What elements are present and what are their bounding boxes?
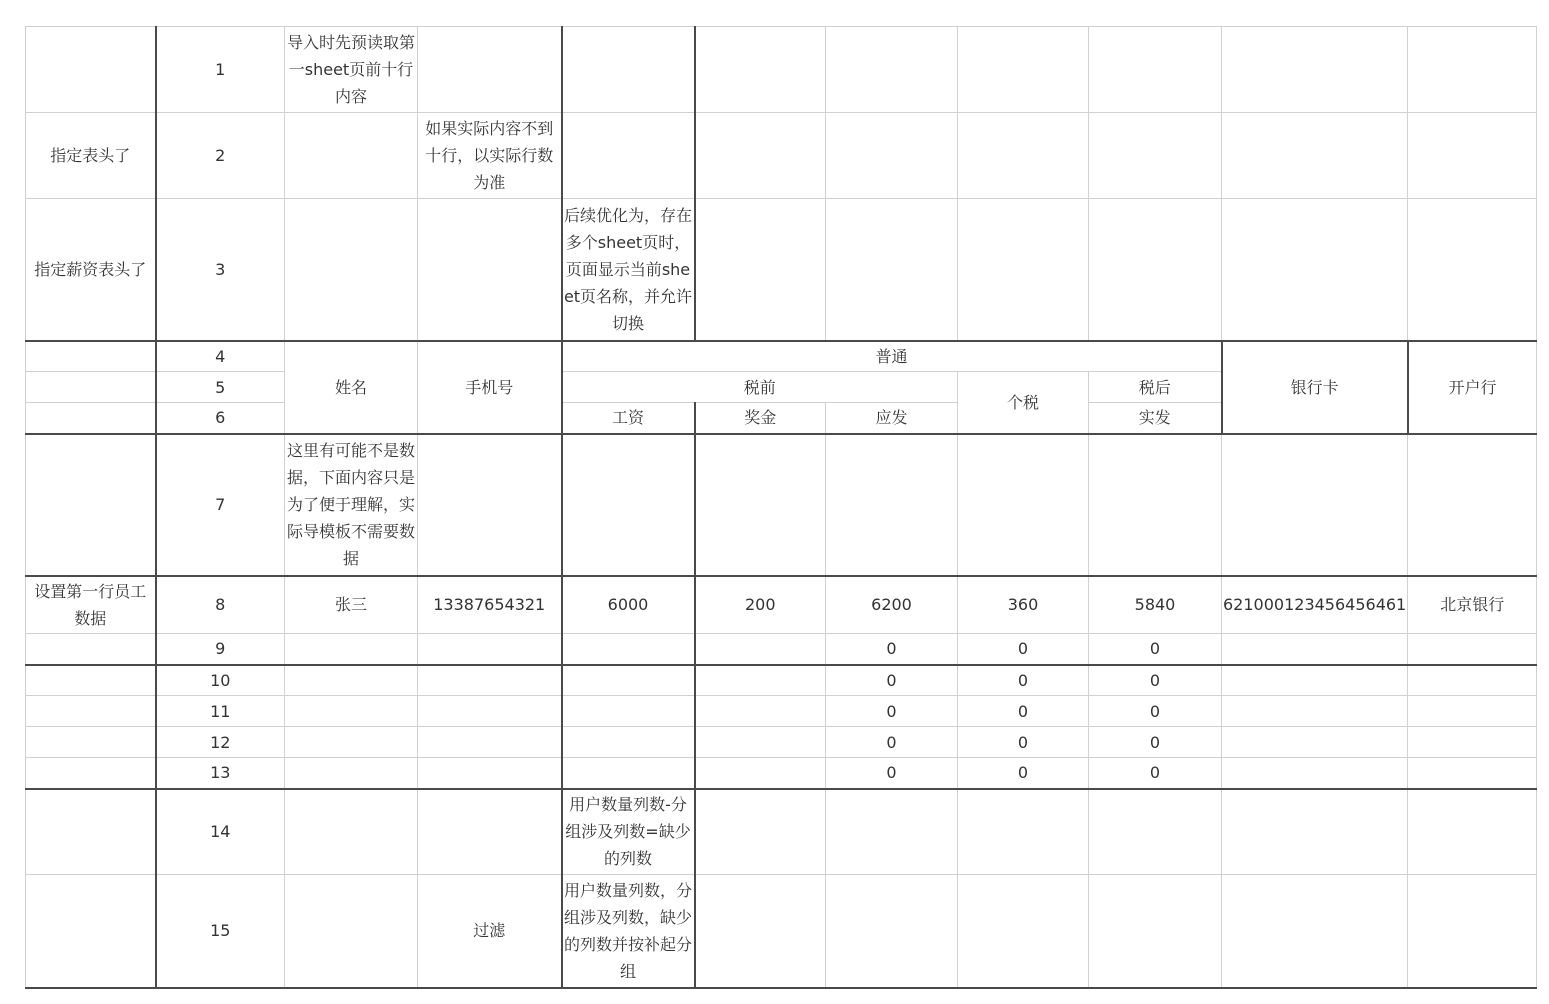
empty-cell[interactable] [1408, 113, 1537, 199]
row-label-cell[interactable]: 设置第一行员工数据 [26, 576, 156, 634]
empty-cell[interactable] [695, 665, 826, 696]
empty-cell[interactable] [1089, 789, 1222, 875]
tax-cell[interactable]: 0 [958, 634, 1089, 665]
header-aftertax[interactable]: 税后 [1089, 372, 1222, 403]
empty-cell[interactable] [826, 434, 958, 576]
empty-cell[interactable] [826, 199, 958, 341]
empty-cell[interactable] [958, 789, 1089, 875]
empty-cell[interactable] [1408, 27, 1537, 113]
empty-cell[interactable] [958, 875, 1089, 988]
empty-cell[interactable] [1089, 113, 1222, 199]
gross-cell[interactable]: 6200 [826, 576, 958, 634]
row-number-cell[interactable]: 3 [156, 199, 285, 341]
header-normal[interactable]: 普通 [562, 341, 1222, 372]
row-number-cell[interactable]: 7 [156, 434, 285, 576]
empty-cell[interactable] [418, 27, 562, 113]
empty-cell[interactable] [1408, 434, 1537, 576]
empty-cell[interactable] [562, 27, 695, 113]
note-cell[interactable]: 导入时先预读取第一sheet页前十行内容 [285, 27, 418, 113]
table-row [26, 434, 1537, 576]
empty-cell[interactable] [1222, 434, 1408, 576]
note-cell[interactable]: 后续优化为，存在多个sheet页时，页面显示当前sheet页名称，并允许切换 [562, 199, 695, 341]
empty-cell[interactable] [285, 113, 418, 199]
tax-cell[interactable]: 360 [958, 576, 1089, 634]
empty-cell[interactable] [1222, 696, 1408, 727]
gross-cell[interactable]: 0 [826, 727, 958, 758]
row-number-cell[interactable]: 14 [156, 789, 285, 875]
table-row [26, 27, 1537, 113]
empty-cell[interactable] [1408, 696, 1537, 727]
empty-cell[interactable] [285, 875, 418, 988]
salary-cell[interactable]: 6000 [562, 576, 695, 634]
tax-cell[interactable]: 0 [958, 727, 1089, 758]
empty-cell[interactable] [1408, 789, 1537, 875]
empty-cell[interactable] [1089, 27, 1222, 113]
empty-cell[interactable] [1089, 199, 1222, 341]
empty-cell[interactable] [958, 113, 1089, 199]
row-number-cell[interactable]: 1 [156, 27, 285, 113]
row-label-cell[interactable]: 指定薪资表头了 [26, 199, 156, 341]
table-row [26, 727, 1537, 758]
header-bank[interactable]: 开户行 [1408, 341, 1537, 434]
row-number-cell[interactable]: 6 [156, 403, 285, 434]
table-row [26, 199, 1537, 341]
empty-cell[interactable] [285, 696, 418, 727]
empty-cell[interactable] [695, 758, 826, 789]
empty-cell[interactable] [26, 372, 156, 403]
tax-cell[interactable]: 0 [958, 758, 1089, 789]
empty-cell[interactable] [695, 875, 826, 988]
empty-cell[interactable] [1408, 634, 1537, 665]
row-label-cell[interactable]: 指定表头了 [26, 113, 156, 199]
empty-cell[interactable] [1089, 434, 1222, 576]
empty-cell[interactable] [1408, 758, 1537, 789]
row-label-cell[interactable] [26, 27, 156, 113]
tax-cell[interactable]: 0 [958, 665, 1089, 696]
empty-cell[interactable] [285, 789, 418, 875]
empty-cell[interactable] [1222, 875, 1408, 988]
note-cell[interactable]: 用户数量列数-分组涉及列数=缺少的列数 [562, 789, 695, 875]
empty-cell[interactable] [1222, 113, 1408, 199]
table-row [26, 789, 1537, 875]
empty-cell[interactable] [562, 113, 695, 199]
table-row [26, 665, 1537, 696]
empty-cell[interactable] [26, 403, 156, 434]
table-row [26, 341, 1537, 372]
empty-cell[interactable] [1408, 727, 1537, 758]
gross-cell[interactable]: 0 [826, 634, 958, 665]
phone-cell[interactable]: 13387654321 [418, 576, 562, 634]
empty-cell[interactable] [562, 727, 695, 758]
header-bank-card[interactable]: 银行卡 [1222, 341, 1408, 434]
table-row [26, 576, 1537, 634]
empty-cell[interactable] [26, 727, 156, 758]
bank-card-cell[interactable]: 6210001234564564​61 [1222, 576, 1408, 634]
empty-cell[interactable] [418, 199, 562, 341]
empty-cell[interactable] [285, 727, 418, 758]
header-bonus[interactable]: 奖金 [695, 403, 826, 434]
header-phone[interactable]: 手机号 [418, 341, 562, 434]
header-name[interactable]: 姓名 [285, 341, 418, 434]
empty-cell[interactable] [695, 199, 826, 341]
empty-cell[interactable] [418, 789, 562, 875]
empty-cell[interactable] [26, 696, 156, 727]
gross-cell[interactable]: 0 [826, 696, 958, 727]
empty-cell[interactable] [26, 634, 156, 665]
empty-cell[interactable] [695, 434, 826, 576]
header-salary[interactable]: 工资 [562, 403, 695, 434]
empty-cell[interactable] [418, 727, 562, 758]
empty-cell[interactable] [1222, 758, 1408, 789]
empty-cell[interactable] [285, 199, 418, 341]
row-number-cell[interactable]: 2 [156, 113, 285, 199]
empty-cell[interactable] [1408, 875, 1537, 988]
empty-cell[interactable] [826, 875, 958, 988]
empty-cell[interactable] [695, 113, 826, 199]
note-cell[interactable]: 这里有可能不是数据，下面内容只是为了便于理解，实际导模板不需要数据 [285, 434, 418, 576]
empty-cell[interactable] [695, 789, 826, 875]
empty-cell[interactable] [1222, 634, 1408, 665]
empty-cell[interactable] [1408, 665, 1537, 696]
name-cell[interactable]: 张三 [285, 576, 418, 634]
row-number-cell[interactable]: 5 [156, 372, 285, 403]
empty-cell[interactable] [958, 199, 1089, 341]
row-number-cell[interactable]: 10 [156, 665, 285, 696]
row-number-cell[interactable]: 15 [156, 875, 285, 988]
note-cell[interactable]: 如果实际内容不到十行，以实际行数为准 [418, 113, 562, 199]
row-number-cell[interactable]: 9 [156, 634, 285, 665]
row-number-cell[interactable]: 11 [156, 696, 285, 727]
net-cell[interactable]: 0 [1089, 665, 1222, 696]
empty-cell[interactable] [1222, 27, 1408, 113]
row-number-cell[interactable]: 12 [156, 727, 285, 758]
tax-cell[interactable]: 0 [958, 696, 1089, 727]
empty-cell[interactable] [418, 665, 562, 696]
row-number-cell[interactable]: 4 [156, 341, 285, 372]
net-cell[interactable]: 0 [1089, 634, 1222, 665]
net-cell[interactable]: 0 [1089, 696, 1222, 727]
note-cell[interactable]: 用户数量列数，分组涉及列数，缺少的列数并按补起分组 [562, 875, 695, 988]
net-cell[interactable]: 0 [1089, 758, 1222, 789]
gross-cell[interactable]: 0 [826, 758, 958, 789]
empty-cell[interactable] [562, 634, 695, 665]
empty-cell[interactable] [826, 27, 958, 113]
header-pretax[interactable]: 税前 [562, 372, 958, 403]
gross-cell[interactable]: 0 [826, 665, 958, 696]
empty-cell[interactable] [418, 434, 562, 576]
empty-cell[interactable] [26, 434, 156, 576]
empty-cell[interactable] [562, 758, 695, 789]
empty-cell[interactable] [562, 665, 695, 696]
empty-cell[interactable] [562, 696, 695, 727]
empty-cell[interactable] [26, 789, 156, 875]
filter-cell[interactable]: 过滤 [418, 875, 562, 988]
bank-cell[interactable]: 北京银行 [1408, 576, 1537, 634]
empty-cell[interactable] [285, 665, 418, 696]
empty-cell[interactable] [418, 758, 562, 789]
empty-cell[interactable] [695, 634, 826, 665]
empty-cell[interactable] [562, 434, 695, 576]
empty-cell[interactable] [826, 789, 958, 875]
empty-cell[interactable] [418, 634, 562, 665]
empty-cell[interactable] [1222, 199, 1408, 341]
empty-cell[interactable] [1222, 789, 1408, 875]
table-row [26, 113, 1537, 199]
empty-cell[interactable] [826, 113, 958, 199]
empty-cell[interactable] [285, 758, 418, 789]
table-row [26, 634, 1537, 665]
spreadsheet [25, 26, 1537, 989]
empty-cell[interactable] [1089, 875, 1222, 988]
empty-cell[interactable] [695, 727, 826, 758]
header-tax[interactable]: 个税 [958, 372, 1089, 434]
empty-cell[interactable] [958, 27, 1089, 113]
empty-cell[interactable] [1408, 199, 1537, 341]
header-gross[interactable]: 应发 [826, 403, 958, 434]
net-cell[interactable]: 0 [1089, 727, 1222, 758]
empty-cell[interactable] [695, 696, 826, 727]
empty-cell[interactable] [1222, 665, 1408, 696]
empty-cell[interactable] [26, 665, 156, 696]
bonus-cell[interactable]: 200 [695, 576, 826, 634]
empty-cell[interactable] [695, 27, 826, 113]
net-cell[interactable]: 5840 [1089, 576, 1222, 634]
empty-cell[interactable] [26, 341, 156, 372]
empty-cell[interactable] [958, 434, 1089, 576]
empty-cell[interactable] [26, 875, 156, 988]
empty-cell[interactable] [26, 758, 156, 789]
salary-import-table [25, 26, 1537, 989]
empty-cell[interactable] [285, 634, 418, 665]
table-row [26, 875, 1537, 988]
empty-cell[interactable] [1222, 727, 1408, 758]
table-row [26, 758, 1537, 789]
empty-cell[interactable] [418, 696, 562, 727]
header-net[interactable]: 实发 [1089, 403, 1222, 434]
table-row [26, 696, 1537, 727]
row-number-cell[interactable]: 13 [156, 758, 285, 789]
row-number-cell[interactable]: 8 [156, 576, 285, 634]
